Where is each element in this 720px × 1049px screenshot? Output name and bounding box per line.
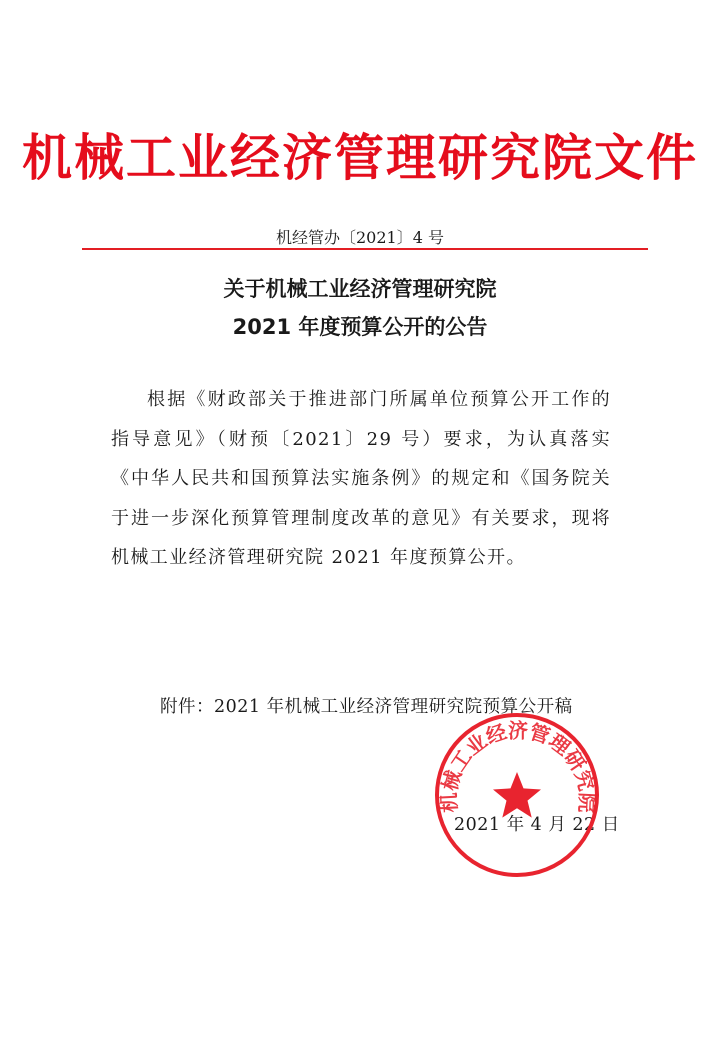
- attachment-line: 附件：2021 年机械工业经济管理研究院预算公开稿: [160, 697, 573, 717]
- announcement-title-line1: 关于机械工业经济管理研究院: [223, 277, 497, 301]
- signature-date: 2021 年 4 月 22 日: [454, 815, 620, 835]
- seal-text-path: 机械工业经济管理研究院: [436, 718, 600, 814]
- masthead-title: 机械工业经济管理研究院文件: [22, 129, 698, 187]
- seal-star-icon: [493, 772, 541, 818]
- red-divider-rule: [82, 248, 648, 250]
- document-number: 机经管办〔2021〕4 号: [276, 228, 444, 247]
- official-seal-stamp: [432, 710, 602, 880]
- announcement-title-line2: 2021 年度预算公开的公告: [232, 315, 488, 339]
- body-paragraph: 根据《财政部关于推进部门所属单位预算公开工作的指导意见》（财预〔2021〕29 号）要求，为认真落实《中华人民共和国预算法实施条例》的规定和《国务院关于进一步深化预算管理制度改革的意见》有关要求，现将机械工业经济管理研究院 2021 年度预算公开。: [111, 389, 611, 568]
